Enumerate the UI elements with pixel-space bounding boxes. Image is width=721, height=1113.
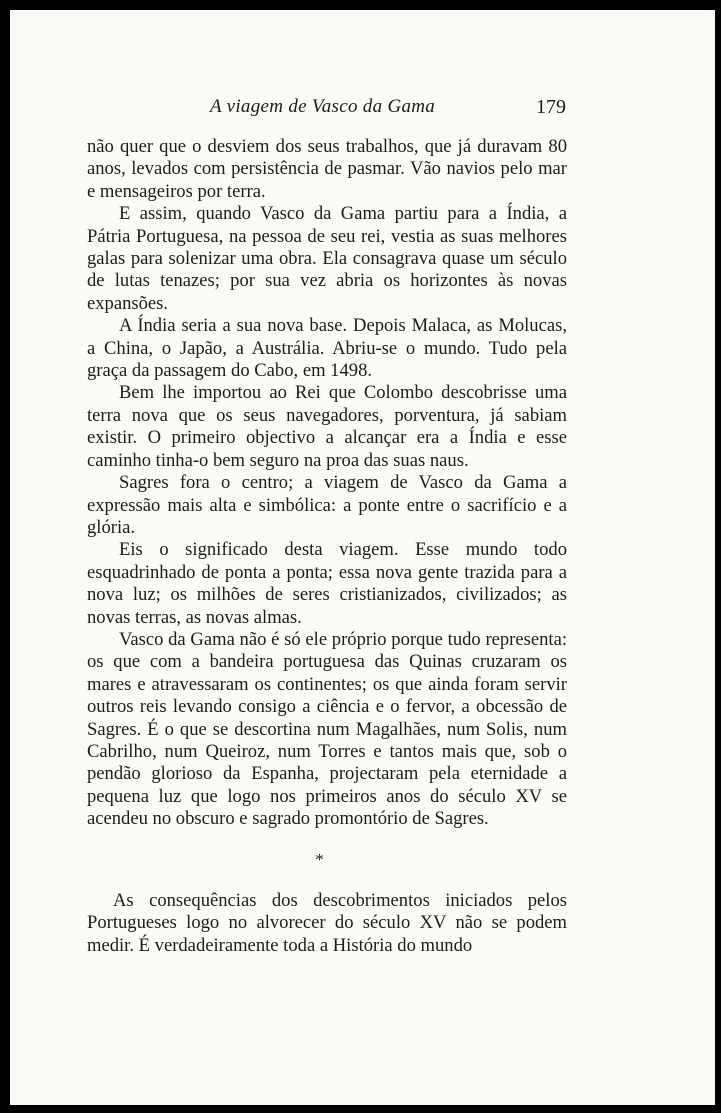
paragraph: não quer que o desviem dos seus trabalhos, que já duravam 80 anos, levados com persistência de pasmar. Vão navios pelo mar e mensageiros por terra. — [87, 136, 567, 202]
paragraph: Bem lhe importou ao Rei que Colombo descobrisse uma terra nova que os seus navegadores, porventura, já sabiam existir. O primeiro objectivo a alcançar era a Índia e esse caminho tinha-o bem seguro na proa das suas naus. — [87, 382, 567, 471]
main-text — [87, 136, 567, 831]
section-separator: * — [315, 850, 324, 869]
closing-text — [87, 890, 567, 957]
paragraph: E assim, quando Vasco da Gama partiu para a Índia, a Pátria Portuguesa, na pessoa de seu rei, vestia as suas melhores galas para solenizar uma obra. Ela consagrava quase um século de lutas tenazes; por sua vez abria os horizontes às novas expansões. — [87, 203, 567, 314]
paragraph: Sagres fora o centro; a viagem de Vasco da Gama a expressão mais alta e simbólica: a ponte entre o sacrifício e a glória. — [87, 472, 567, 538]
paragraph: Eis o significado desta viagem. Esse mundo todo esquadrinhado de ponta a ponta; essa nova gente trazida para a nova luz; os milhões de seres cristianizados, civilizados; as novas terras, as novas almas. — [87, 539, 567, 628]
page-header — [210, 96, 566, 124]
running-title: A viagem de Vasco da Gama — [210, 96, 436, 117]
paragraph: As consequências dos descobrimentos iniciados pelos Portugueses logo no alvorecer do século XV não se podem medir. É verdadeiramente toda a História do mundo — [87, 890, 567, 956]
paragraph: A Índia seria a sua nova base. Depois Malaca, as Molucas, a China, o Japão, a Austrália. Abriu-se o mundo. Tudo pela graça da passagem do Cabo, em 1498. — [87, 315, 567, 382]
paragraph: Vasco da Gama não é só ele próprio porque tudo representa: os que com a bandeira portuguesa das Quinas cruzaram os mares e atravessaram os continentes; os que ainda foram servir outros reis levando consigo a ciência e o fervor, a obcessão de Sagres. É o que se descortina num Magalhães, num Solis, num Cabrilho, num Queiroz, num Torres e tantos mais que, sob o pendão glorioso da Espanha, projectaram pela eternidade a pequena luz que logo nos primeiros anos do século XV se acendeu no obscuro e sagrado promontório de Sagres. — [87, 628, 567, 830]
page-number: 179 — [536, 96, 566, 118]
